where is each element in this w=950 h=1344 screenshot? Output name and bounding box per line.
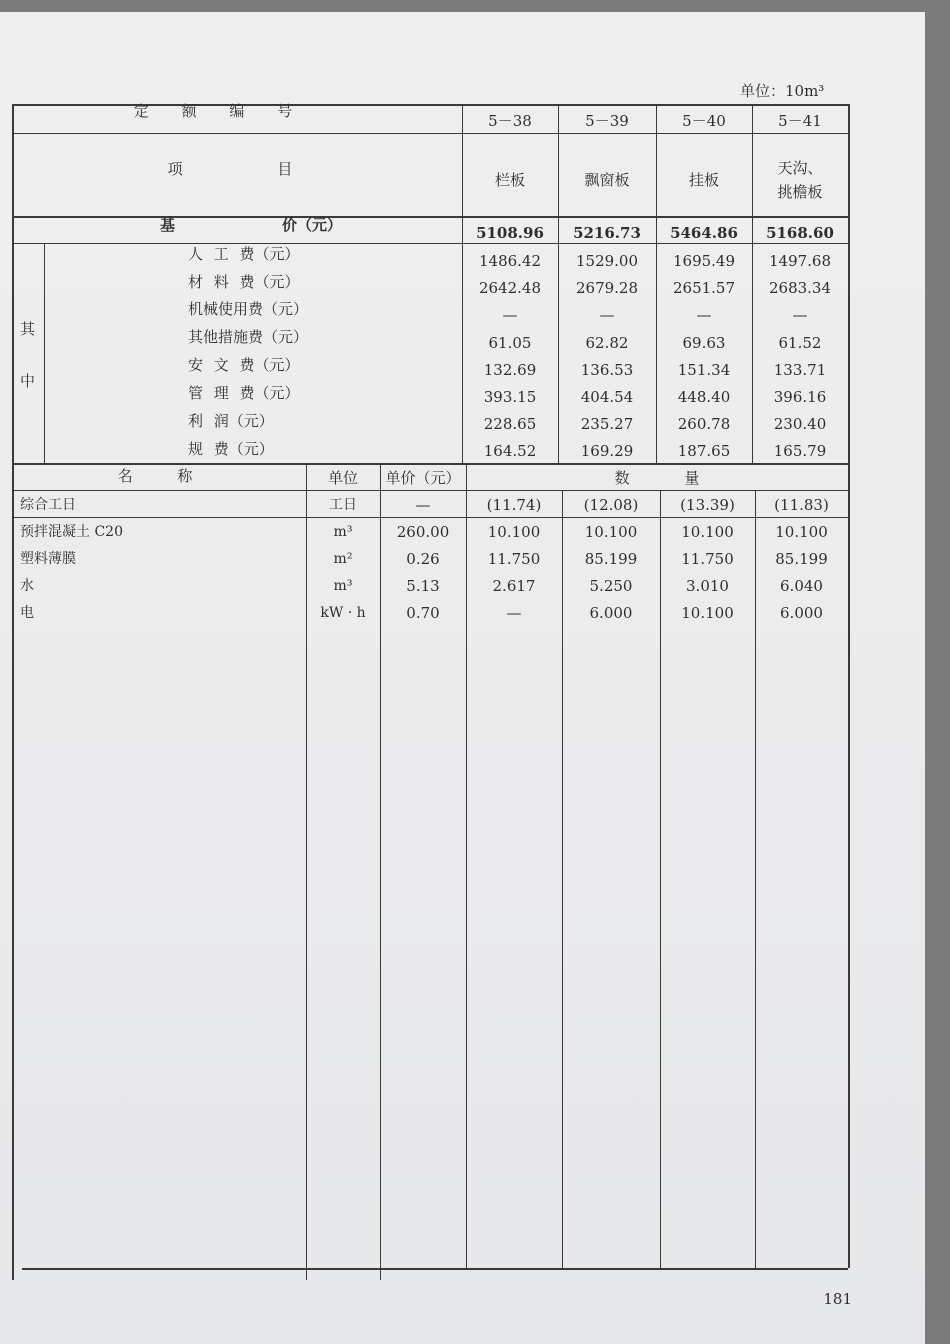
- cost-value: 187.65: [677, 442, 731, 460]
- page: [0, 12, 925, 1344]
- quota-code: 5－38: [488, 112, 532, 130]
- material-price: —: [415, 496, 431, 514]
- cost-value: 169.29: [580, 442, 634, 460]
- base-price-value: 5108.96: [476, 224, 544, 242]
- quota-code: 5－39: [585, 112, 629, 130]
- base-price-value: 5168.60: [766, 224, 834, 242]
- cost-value: 235.27: [580, 415, 634, 433]
- cost-value: 164.52: [483, 442, 537, 460]
- base-price-label: 基: [160, 216, 176, 234]
- cost-item-label: 规 费（元）: [188, 440, 274, 458]
- item-name: 飘窗板: [584, 171, 630, 189]
- cost-item-label: 人 工 费（元）: [188, 245, 300, 263]
- material-unit: 工日: [329, 497, 357, 513]
- cost-value: 2683.34: [768, 279, 832, 297]
- material-price: 0.26: [406, 550, 440, 568]
- cost-value: 230.40: [773, 415, 827, 433]
- base-price-unit-label: 价（元）: [282, 216, 343, 234]
- material-price: 0.70: [406, 604, 440, 622]
- cost-value: 260.78: [677, 415, 731, 433]
- material-quantity: 6.040: [780, 577, 823, 595]
- cost-value: 1497.68: [768, 252, 832, 270]
- cost-item-label: 利 润（元）: [188, 412, 274, 430]
- item-name: 天沟、 挑檐板: [777, 159, 823, 201]
- cost-value: 2651.57: [672, 279, 736, 297]
- cost-value: —: [696, 306, 712, 324]
- cost-value: 1695.49: [672, 252, 736, 270]
- unit-price-header: 单价（元）: [385, 469, 461, 487]
- cost-value: —: [599, 306, 615, 324]
- material-unit: m³: [333, 578, 353, 594]
- unit-note: 单位：10m³: [740, 82, 825, 100]
- cost-value: 2679.28: [575, 279, 639, 297]
- cost-value: 151.34: [677, 361, 731, 379]
- cost-value: 396.16: [773, 388, 827, 406]
- table-left-border: [12, 104, 14, 1280]
- material-unit: m³: [333, 524, 353, 540]
- material-quantity: 10.100: [775, 523, 828, 541]
- cost-value: 2642.48: [478, 279, 542, 297]
- material-price: 260.00: [396, 523, 450, 541]
- quantity-header: 数 量: [614, 469, 700, 487]
- material-quantity: 6.000: [780, 604, 823, 622]
- material-header-rule: [12, 490, 848, 491]
- cost-value: 62.82: [585, 334, 629, 352]
- material-quantity: 5.250: [589, 577, 633, 595]
- cost-value: 132.69: [483, 361, 537, 379]
- cost-item-label: 机械使用费（元）: [188, 300, 309, 318]
- material-name: 电: [20, 605, 34, 621]
- cost-value: 133.71: [773, 361, 827, 379]
- page-number: 181: [823, 1290, 852, 1308]
- table-right-border: [848, 104, 850, 1268]
- material-quantity: (13.39): [680, 496, 735, 514]
- material-quantity: (12.08): [583, 496, 639, 514]
- material-unit: kW · h: [320, 605, 366, 621]
- base-price-value: 5216.73: [573, 224, 641, 242]
- item-name: 栏板: [494, 171, 525, 189]
- material-quantity: 85.199: [775, 550, 828, 568]
- item-label: 项 目: [167, 160, 293, 178]
- cost-value: 393.15: [483, 388, 537, 406]
- material-name: 综合工日: [20, 497, 76, 513]
- cost-section-rule: [12, 463, 848, 465]
- cost-value: —: [502, 306, 518, 324]
- material-quantity: 11.750: [487, 550, 541, 568]
- cost-value: 1486.42: [478, 252, 542, 270]
- material-quantity: 6.000: [589, 604, 633, 622]
- cost-value: 61.05: [488, 334, 532, 352]
- cost-value: 69.63: [682, 334, 726, 352]
- cost-value: —: [792, 306, 808, 324]
- quota-code: 5－41: [778, 112, 822, 130]
- material-name: 预拌混凝土 C20: [20, 524, 123, 540]
- cost-item-label: 管 理 费（元）: [188, 384, 300, 402]
- material-name: 水: [20, 578, 34, 594]
- name-header: 名 称: [117, 467, 193, 485]
- cost-value: 1529.00: [575, 252, 639, 270]
- material-quantity: (11.74): [486, 496, 542, 514]
- among-char: 其: [20, 320, 36, 338]
- item-row-rule: [12, 216, 848, 218]
- material-quantity: 10.100: [681, 523, 734, 541]
- unit-header: 单位: [327, 469, 358, 487]
- material-quantity: 3.010: [686, 577, 729, 595]
- cost-value: 136.53: [580, 361, 634, 379]
- material-quantity: 10.100: [681, 604, 734, 622]
- quota-table: [0, 12, 925, 1344]
- cost-item-label: 其他措施费（元）: [188, 328, 309, 346]
- cost-item-label: 材 料 费（元）: [188, 273, 300, 291]
- quota-code: 5－40: [682, 112, 726, 130]
- cost-value: 228.65: [483, 415, 537, 433]
- cost-value: 404.54: [580, 388, 634, 406]
- among-char: 中: [20, 372, 36, 390]
- cost-item-label: 安 文 费（元）: [188, 356, 300, 374]
- material-unit: m²: [333, 551, 353, 567]
- base-price-rule: [12, 243, 848, 244]
- cost-value: 448.40: [677, 388, 731, 406]
- material-quantity: 10.100: [584, 523, 638, 541]
- among-column-line: [44, 243, 45, 463]
- material-quantity: —: [506, 604, 522, 622]
- material-quantity: (11.83): [774, 496, 829, 514]
- cost-value: 61.52: [778, 334, 822, 352]
- labor-row-rule: [12, 517, 848, 518]
- code-row-rule: [12, 133, 848, 134]
- material-quantity: 2.617: [492, 577, 536, 595]
- table-bottom-rule: [22, 1268, 848, 1270]
- material-quantity: 85.199: [584, 550, 638, 568]
- item-name: 挂板: [688, 171, 719, 189]
- material-quantity: 11.750: [681, 550, 734, 568]
- quota-code-label: 定 额 编 号: [133, 102, 307, 120]
- base-price-value: 5464.86: [670, 224, 738, 242]
- material-quantity: 10.100: [487, 523, 541, 541]
- material-name: 塑料薄膜: [20, 551, 76, 567]
- cost-value: 165.79: [773, 442, 827, 460]
- material-price: 5.13: [406, 577, 440, 595]
